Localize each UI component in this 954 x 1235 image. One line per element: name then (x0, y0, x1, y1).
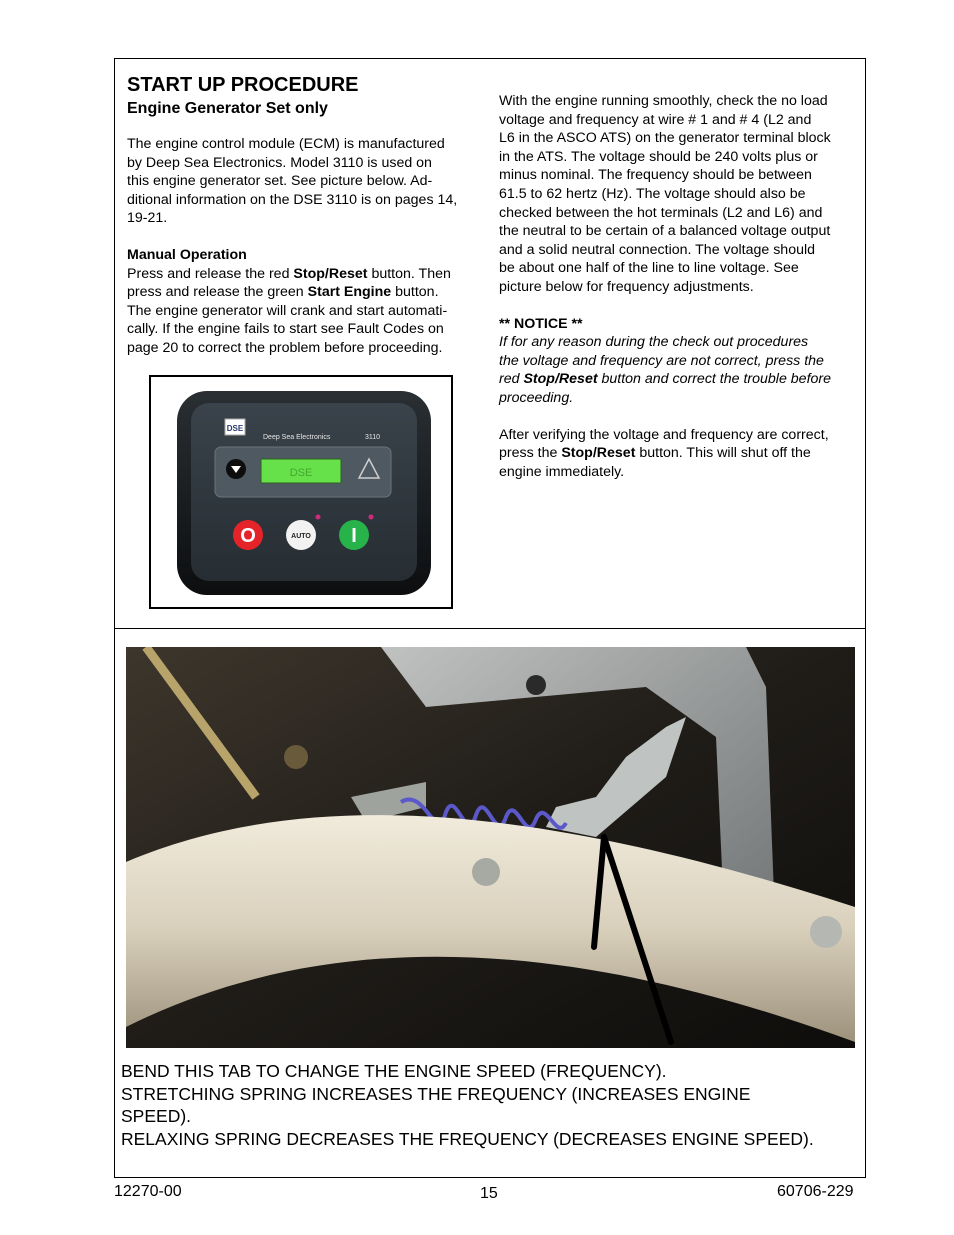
voltage-line: be about one half of the line to line voltage. See (499, 260, 799, 277)
text-run: red (499, 371, 524, 388)
intro-line: ditional information on the DSE 3110 is on pages 14, (127, 191, 458, 208)
voltage-line: and a solid neutral connection. The voltage should (499, 241, 816, 258)
part-number: 60706-229 (777, 1183, 854, 1200)
voltage-line: voltage and frequency at wire # 1 and # 4 (L2 and (499, 111, 812, 128)
voltage-line: picture below for frequency adjustments. (499, 278, 754, 295)
section-divider (114, 628, 866, 629)
notice-block (499, 315, 865, 408)
photo-captions (121, 1060, 866, 1150)
intro-paragraph (127, 135, 489, 228)
lcd-text: DSE (289, 467, 313, 479)
page-title: START UP PROCEDURE (127, 74, 359, 96)
after-verify-paragraph (499, 426, 865, 482)
bracket-hole (526, 675, 546, 695)
voltage-line: 61.5 to 62 hertz (Hz). The voltage should also be (499, 185, 806, 202)
after-line (499, 444, 865, 463)
notice-line: If for any reason during the check out procedures (499, 334, 809, 351)
start-engine-term: Start Engine (307, 284, 392, 301)
page-number: 15 (480, 1185, 498, 1202)
notice-line: proceeding. (499, 389, 574, 406)
auto-led (316, 515, 321, 520)
model-label: 3110 (365, 434, 381, 441)
manual-line (127, 283, 489, 302)
dse-controller-illustration (151, 377, 451, 607)
bolt (472, 858, 500, 886)
engine-speed-adjustment-photo (126, 647, 855, 1048)
voltage-line: checked between the hot terminals (L2 and L6) and (499, 204, 823, 221)
manual-line (127, 265, 489, 284)
controller-photo (149, 375, 453, 609)
voltage-check-paragraph (499, 92, 865, 297)
caption-line: SPEED). (121, 1106, 192, 1127)
intro-line: 19-21. (127, 210, 168, 227)
stop-reset-term: Stop/Reset (293, 265, 368, 282)
bolt (810, 916, 842, 948)
left-column (127, 72, 489, 358)
document-number: 12270-00 (114, 1183, 182, 1200)
dse-logo-text: DSE (226, 424, 244, 433)
caption-line: BEND THIS TAB TO CHANGE THE ENGINE SPEED (FREQUENCY). (121, 1061, 667, 1081)
voltage-line: With the engine running smoothly, check the no load (499, 93, 828, 109)
after-line: engine immediately. (499, 463, 625, 480)
text-run: button. (391, 284, 439, 301)
voltage-line: L6 in the ASCO ATS) on the generator terminal block (499, 130, 831, 147)
text-run: button. This will shut off the (635, 445, 811, 462)
right-column (499, 92, 865, 481)
page-subtitle: Engine Generator Set only (127, 100, 328, 117)
voltage-line: the neutral to be certain of a balanced voltage output (499, 223, 831, 240)
engine-photo-illustration (126, 647, 855, 1048)
voltage-line: minus nominal. The frequency should be between (499, 167, 812, 184)
caption-line: RELAXING SPRING DECREASES THE FREQUENCY (DECREASES ENGINE SPEED). (121, 1128, 814, 1149)
start-led (369, 515, 374, 520)
manual-operation-paragraph (127, 265, 489, 358)
stop-symbol: O (240, 525, 256, 547)
start-symbol: I (351, 525, 357, 547)
notice-heading: ** NOTICE ** (499, 315, 583, 332)
caption-line: STRETCHING SPRING INCREASES THE FREQUENCY (INCREASES ENGINE (121, 1083, 751, 1104)
stop-reset-term: Stop/Reset (561, 445, 636, 462)
manual-line: cally. If the engine fails to start see Fault Codes on (127, 321, 444, 338)
after-line: After verifying the voltage and frequency are correct, (499, 426, 829, 443)
notice-line: the voltage and frequency are not correct, press the (499, 352, 824, 369)
manual-operation-heading: Manual Operation (127, 246, 247, 263)
maker-label: Deep Sea Electronics (263, 434, 331, 441)
manual-line: The engine generator will crank and start automati- (127, 302, 448, 319)
text-run: Press and release the red (127, 265, 294, 282)
intro-line: by Deep Sea Electronics. Model 3110 is used on (127, 154, 432, 171)
text-run: button and correct the trouble before (597, 371, 832, 388)
intro-line: this engine generator set. See picture below. Ad- (127, 173, 433, 190)
bolt (284, 745, 308, 769)
text-run: press the (499, 445, 562, 462)
text-run: button. Then (367, 265, 451, 282)
notice-line (499, 370, 865, 389)
text-run: press and release the green (127, 284, 308, 301)
auto-label: AUTO (291, 533, 311, 540)
intro-line: The engine control module (ECM) is manufactured (127, 136, 445, 152)
stop-reset-term: Stop/Reset (523, 371, 598, 388)
voltage-line: in the ATS. The voltage should be 240 volts plus or (499, 148, 818, 165)
manual-line: page 20 to correct the problem before proceeding. (127, 339, 443, 356)
